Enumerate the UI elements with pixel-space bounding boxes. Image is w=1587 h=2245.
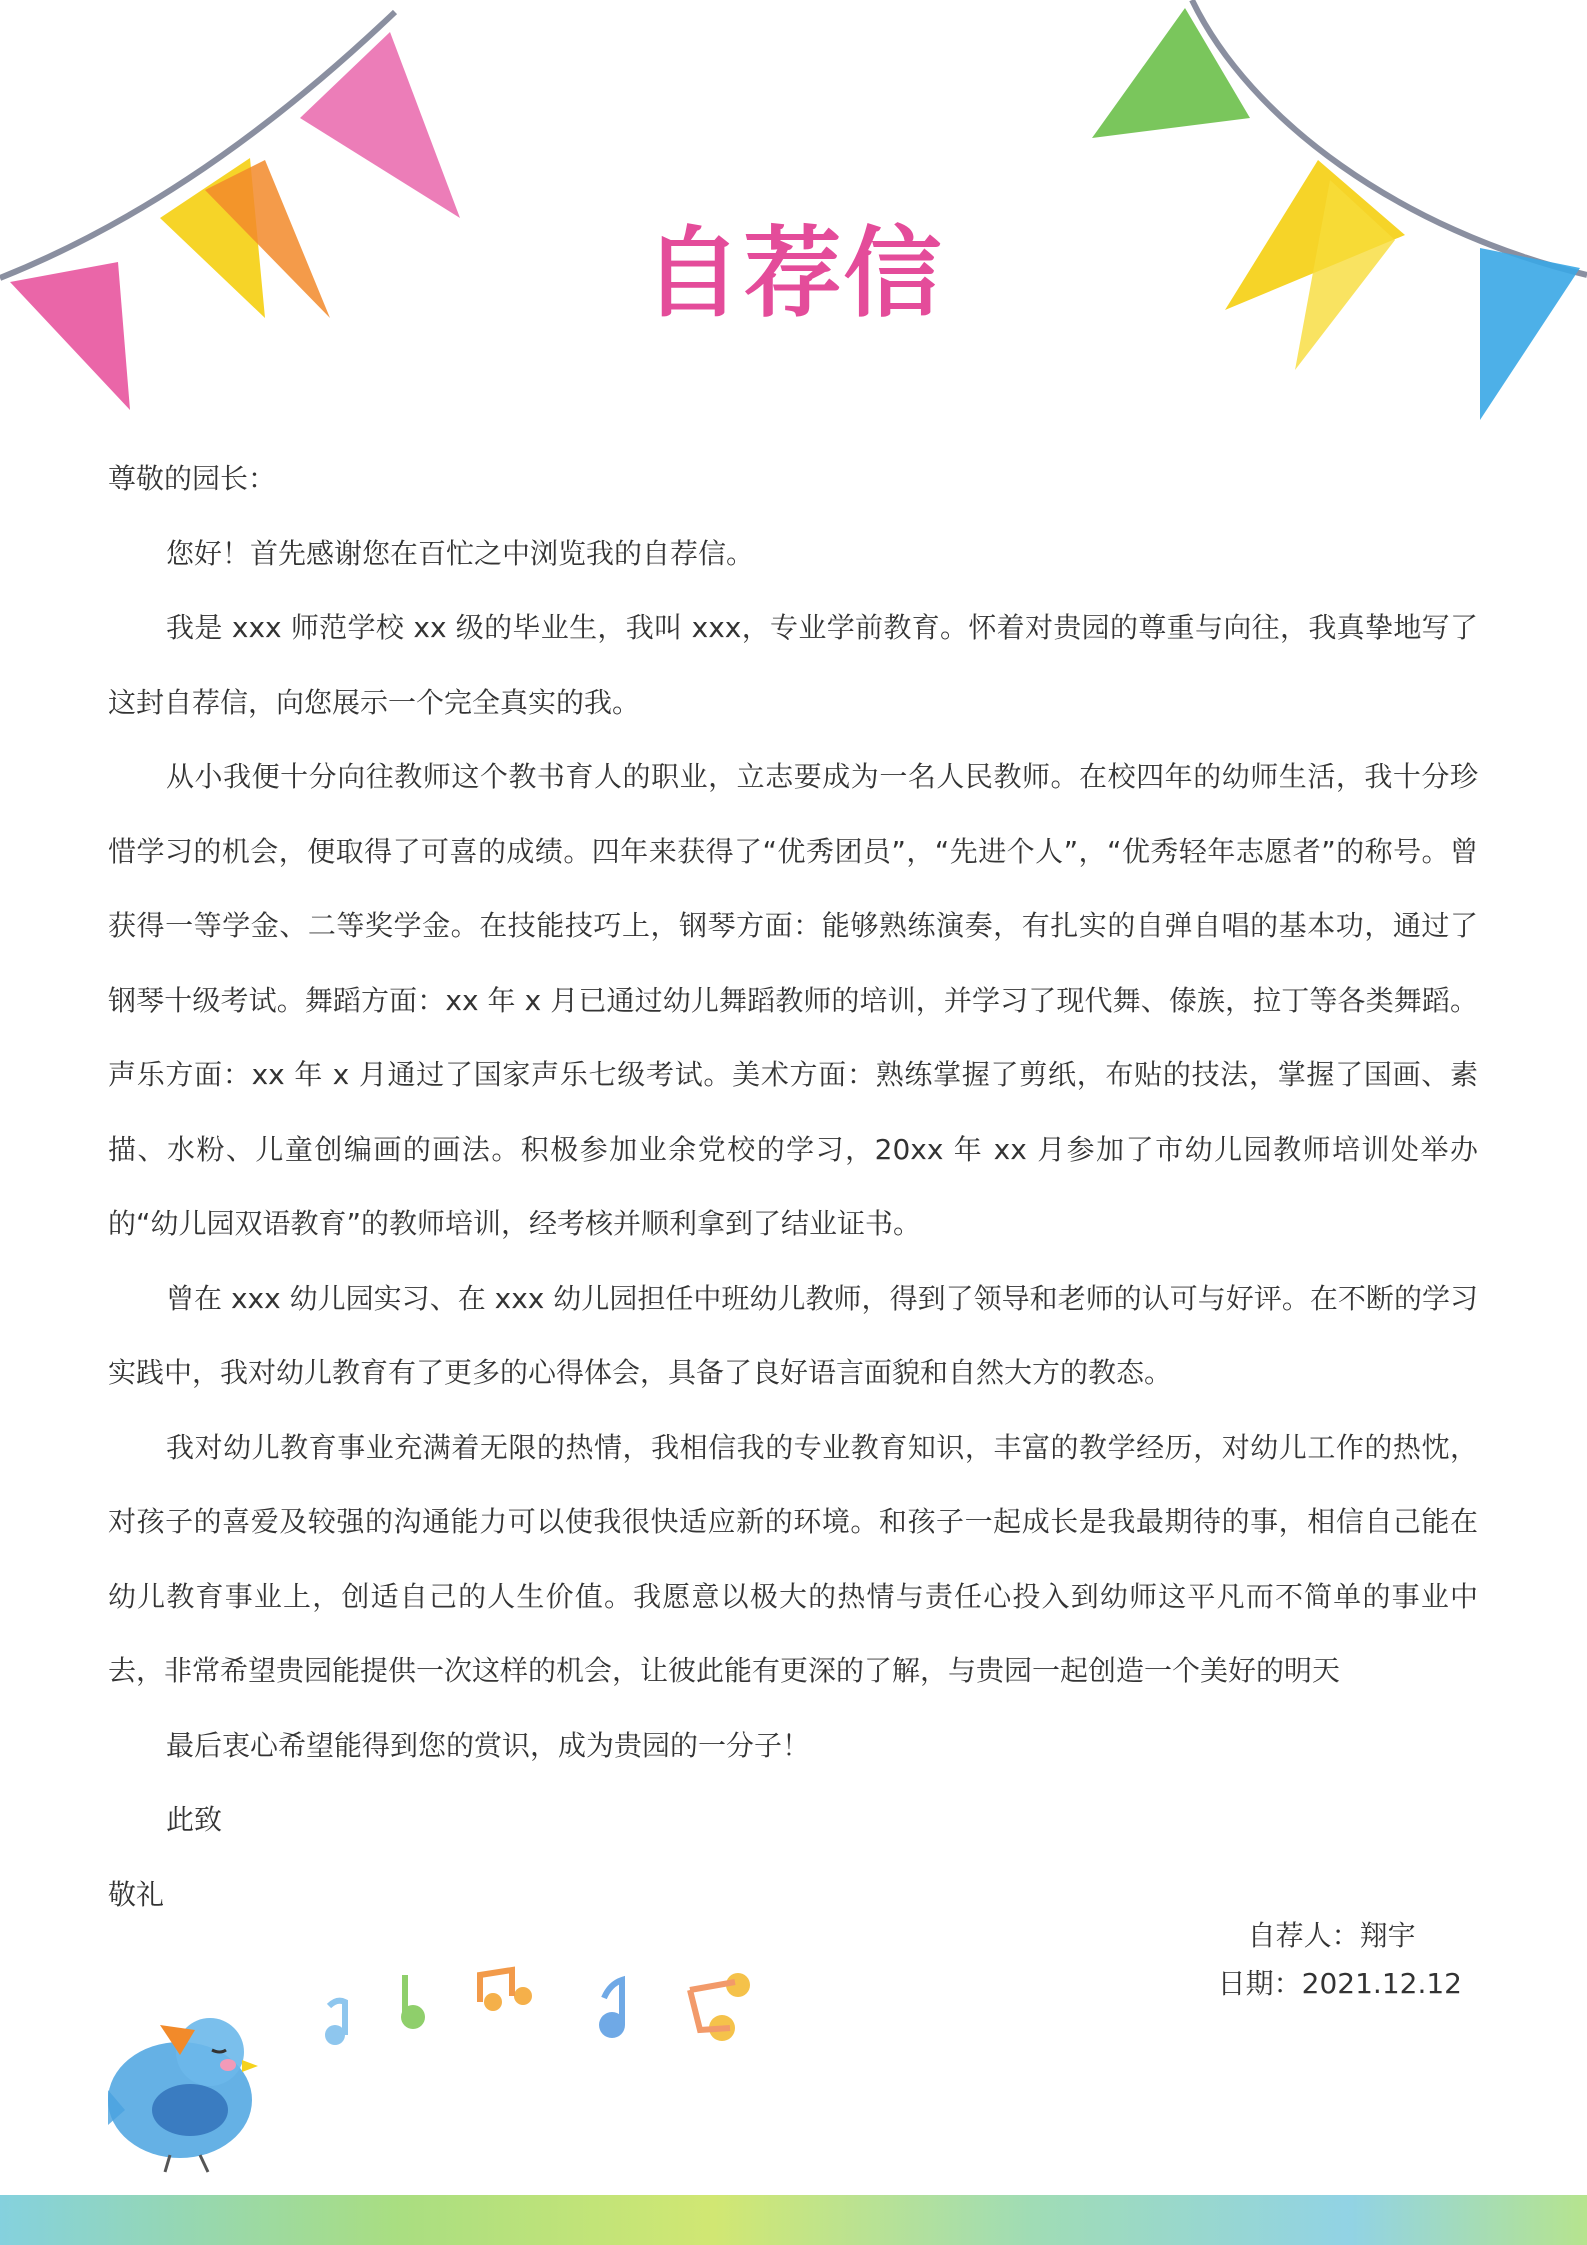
signature-block bbox=[1218, 1912, 1462, 2008]
flag-pink-top-left bbox=[300, 32, 460, 218]
closing: 敬礼 bbox=[108, 1877, 165, 1911]
music-note-icon bbox=[480, 1970, 532, 2011]
music-note-icon bbox=[599, 1980, 625, 2038]
bird-icon bbox=[108, 2018, 258, 2172]
paragraph: 我是 xxx 师范学校 xx 级的毕业生，我叫 xxx，专业学前教育。怀着对贵园的尊重与向往，我真挚地写了这封自荐信，向您展示一个完全真实的我。 bbox=[108, 611, 1478, 719]
music-note-icon bbox=[690, 1973, 750, 2041]
paragraph: 我对幼儿教育事业充满着无限的热情，我相信我的专业教育知识，丰富的教学经历，对幼儿工作的热忱，对孩子的喜爱及较强的沟通能力可以使我很快适应新的环境。和孩子一起成长是我最期待的事，相信自己能在幼儿教育事业上，创适自己的人生价值。我愿意以极大的热情与责任心投入到幼师这平凡而不简单的事业中去，非常希望贵园能提供一次这样的机会，让彼此能有更深的了解，与贵园一起创造一个美好的明天 bbox=[108, 1430, 1478, 1687]
page-title: 自荐信 bbox=[643, 217, 944, 331]
signature-date: 日期：2021.12.12 bbox=[1217, 1967, 1462, 2000]
paragraph: 从小我便十分向往教师这个教书育人的职业，立志要成为一名人民教师。在校四年的幼师生活，我十分珍惜学习的机会，便取得了可喜的成绩。四年来获得了“优秀团员”，“先进个人”，“优秀轻年志愿者”的称号。曾获得一等学金、二等奖学金。在技能技巧上，钢琴方面：能够熟练演奏，有扎实的自弹自唱的基本功，通过了钢琴十级考试。舞蹈方面：xx 年 x 月已通过幼儿舞蹈教师的培训，并学习了现代舞、傣族，拉丁等各类舞蹈。声乐方面：xx 年 x 月通过了国家声乐七级考试。美术方面：熟练掌握了剪纸，布贴的技法，掌握了国画、素描、水粉、儿童创编画的画法。积极参加业余党校的学习，20xx 年 xx 月参加了市幼儿园教师培训处举办的“幼儿园双语教育”的教师培训，经考核并顺利拿到了结业证书。 bbox=[108, 760, 1478, 1240]
flag-green-right bbox=[1092, 8, 1250, 138]
music-note-icon bbox=[401, 1975, 425, 2029]
letter-body bbox=[108, 442, 1478, 1932]
paragraph: 您好！首先感谢您在百忙之中浏览我的自荐信。 bbox=[166, 536, 755, 570]
signature-author: 自荐人：翔宇 bbox=[1247, 1919, 1416, 1952]
grass-decoration bbox=[0, 2195, 1587, 2245]
music-note-icon bbox=[325, 2001, 345, 2045]
paragraph: 曾在 xxx 幼儿园实习、在 xxx 幼儿园担任中班幼儿教师，得到了领导和老师的认可与好评。在不断的学习实践中，我对幼儿教育有了更多的心得体会，具备了良好语言面貌和自然大方的教态。 bbox=[108, 1281, 1478, 1389]
salutation: 尊敬的园长： bbox=[108, 462, 277, 495]
paragraph: 此致 bbox=[166, 1803, 223, 1836]
paragraph: 最后衷心希望能得到您的赏识，成为贵园的一分子！ bbox=[166, 1728, 811, 1762]
